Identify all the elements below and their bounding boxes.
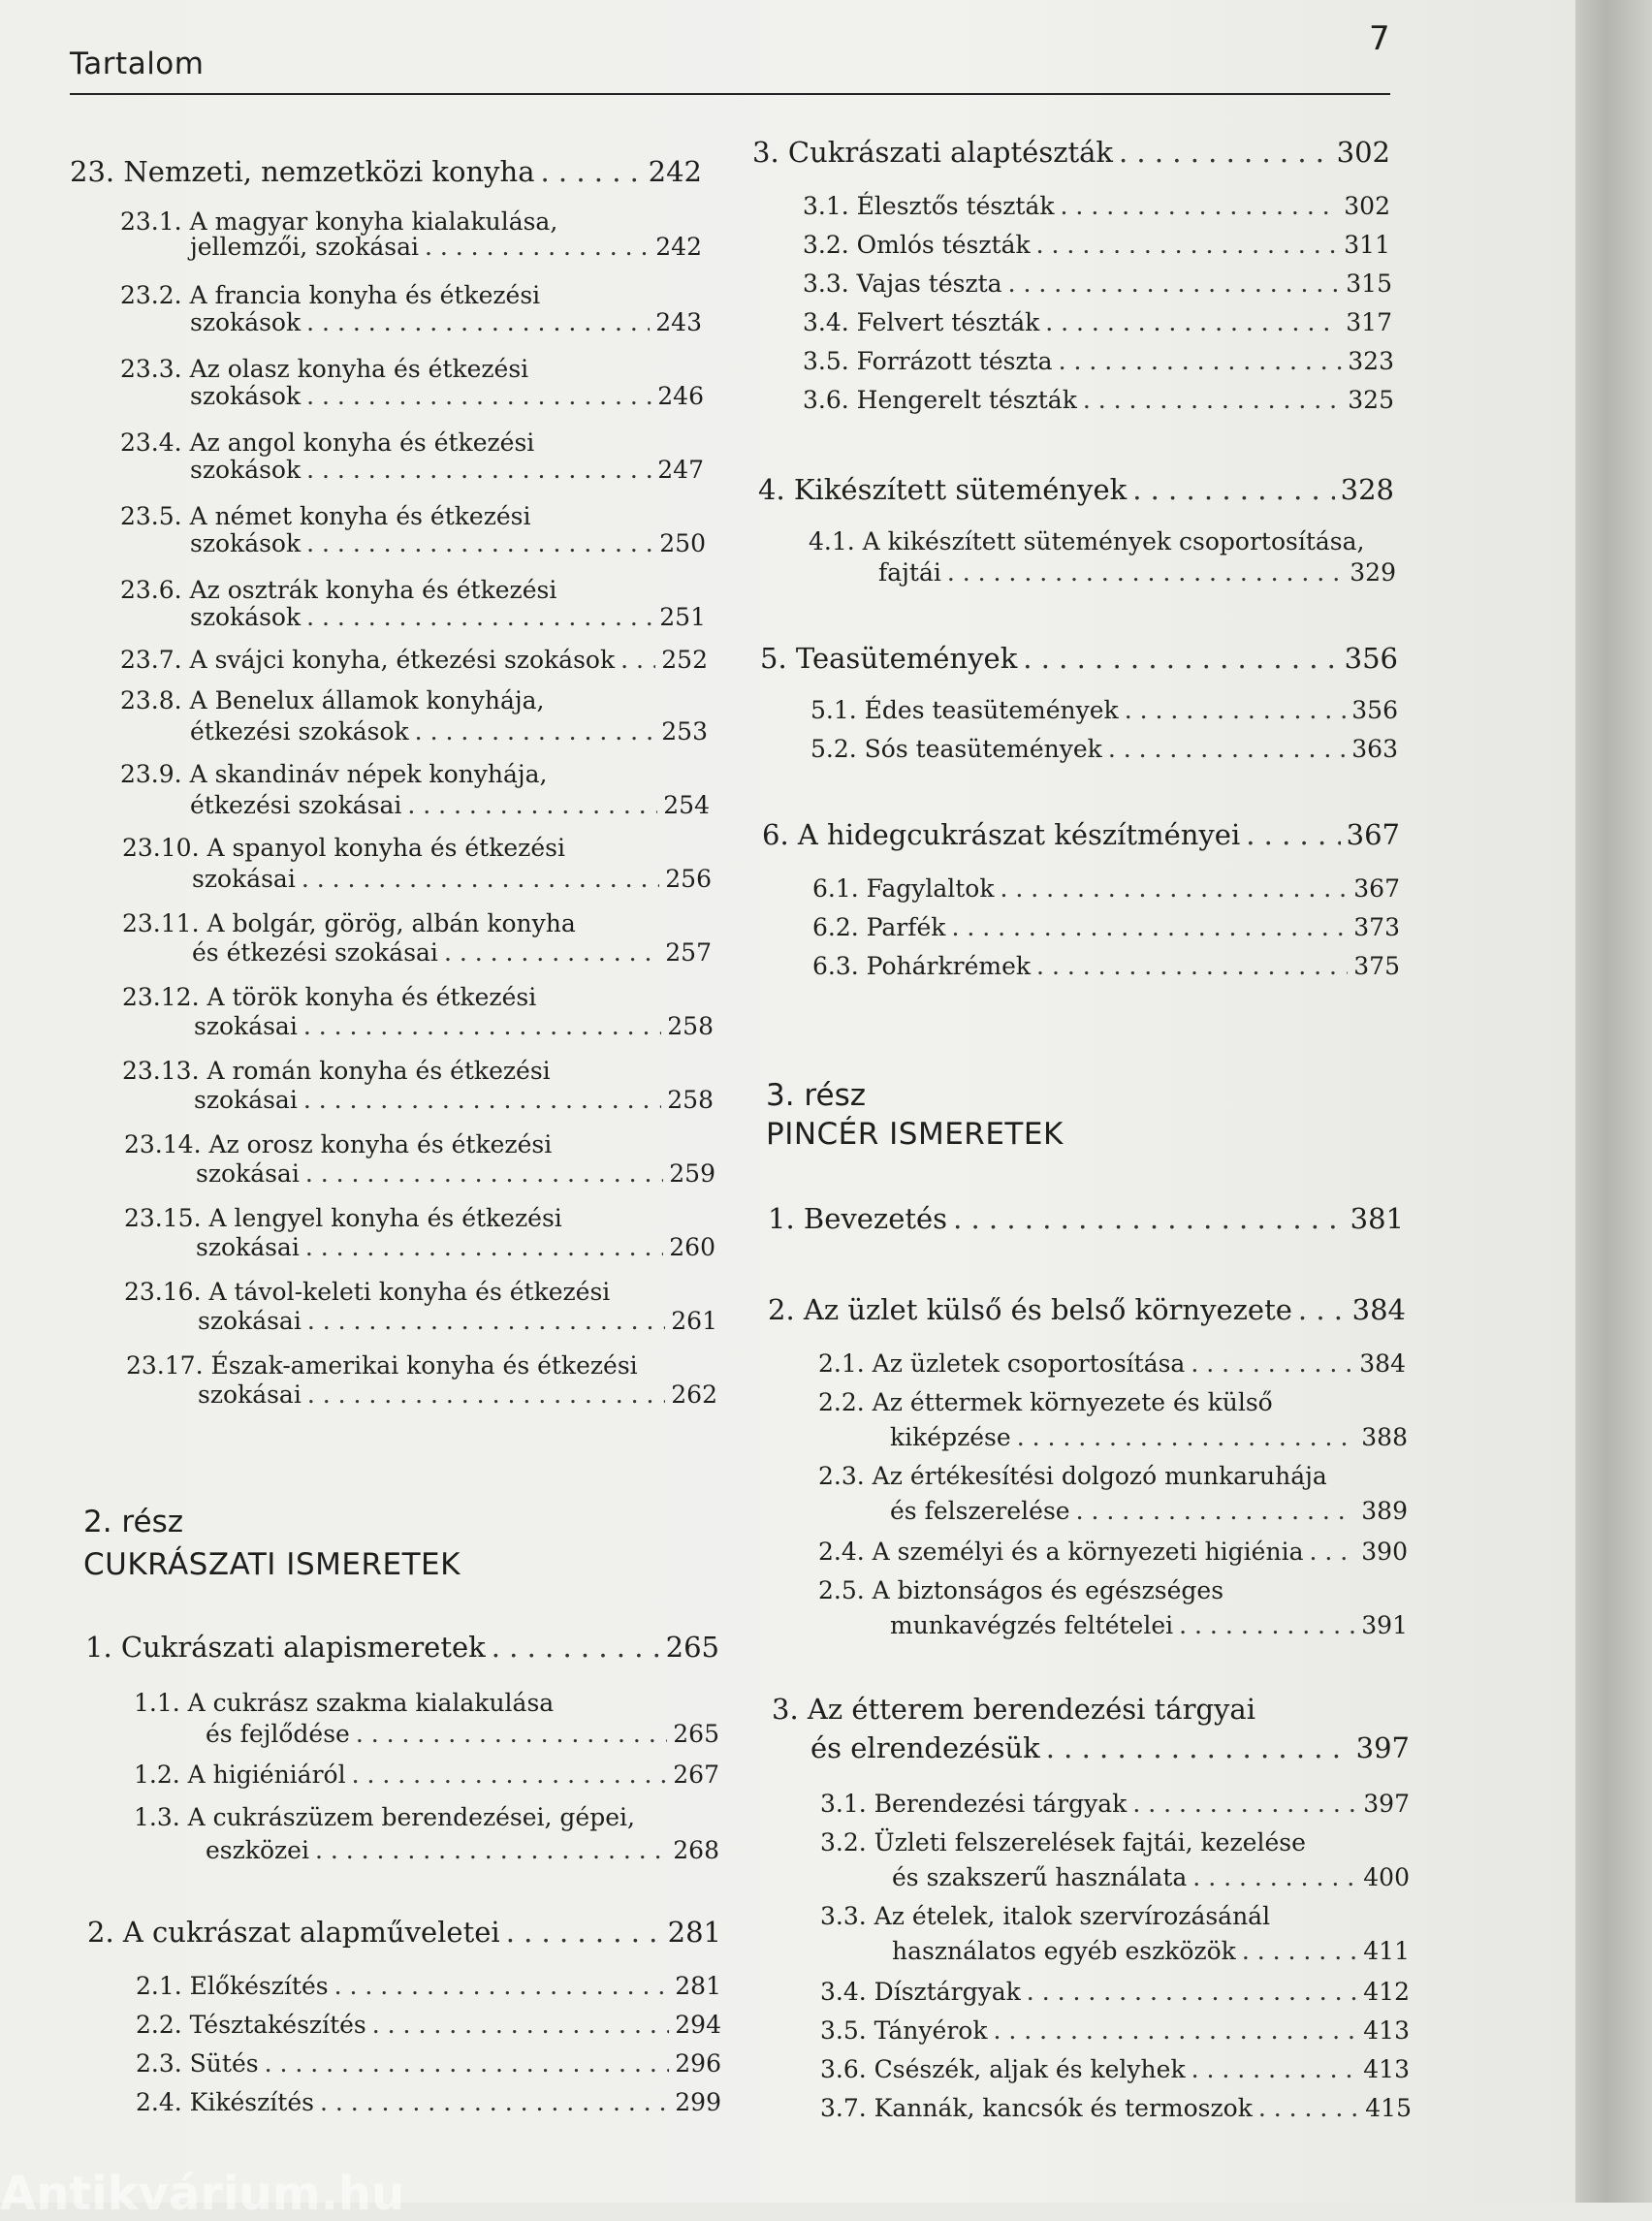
toc-entry-23-13-line1: 23.13. A román konyha és étkezési	[122, 1057, 551, 1085]
toc-entry-23-12: szokásai . . . 258	[194, 1012, 714, 1040]
toc-entry-p3-1: 3.1. Berendezési tárgyak . . . 397	[820, 1790, 1410, 1818]
toc-entry-6-1: 6.1. Fagylaltok . . . 367	[812, 874, 1400, 903]
watermark: Antikvárium.hu	[0, 2167, 405, 2221]
toc-entry-p3-2: és szakszerű használata . . . 400	[892, 1863, 1410, 1891]
toc-entry-6-3: 6.3. Pohárkrémek . . . 375	[812, 952, 1400, 980]
toc-cukraszat-6: 6. A hidegcukrászat készítményei . . . 367	[762, 818, 1400, 851]
toc-entry-p2-4: 2.4. A személyi és a környezeti higiénia . . . 390	[818, 1538, 1408, 1566]
toc-pincer-3: és elrendezésük . . . 397	[810, 1731, 1410, 1764]
page-number: 7	[1369, 19, 1390, 58]
toc-entry-23-17: szokásai . . . 262	[198, 1380, 717, 1409]
toc-entry-23-6-line1: 23.6. Az osztrák konyha és étkezési	[120, 576, 557, 604]
toc-entry-23-3-line1: 23.3. Az olasz konyha és étkezési	[120, 355, 529, 383]
toc-entry-23-15: szokásai . . . 260	[196, 1233, 715, 1261]
toc-entry-23-9: étkezési szokásai . . . 254	[190, 791, 710, 819]
toc-entry-p2-3: és felszerelése . . . 389	[890, 1497, 1408, 1525]
part-2-label: 2. rész	[83, 1505, 183, 1539]
toc-entry-p3-6: 3.6. Csészék, aljak és kelyhek . . . 413	[820, 2055, 1410, 2083]
toc-entry-23-11-line1: 23.11. A bolgár, görög, albán konyha	[122, 909, 576, 937]
toc-entry-23-10: szokásai . . . 256	[192, 865, 712, 893]
toc-entry-p3-4: 3.4. Dísztárgyak . . . 412	[820, 1978, 1410, 2006]
toc-entry-3-5: 3.5. Forrázott tészta . . . 323	[803, 347, 1394, 375]
toc-entry-3-6: 3.6. Hengerelt tészták . . . 325	[803, 386, 1394, 414]
toc-entry-2-2: 2.2. Tésztakészítés . . . 294	[136, 2011, 721, 2039]
toc-entry-1-1-line1: 1.1. A cukrász szakma kialakulása	[134, 1689, 555, 1717]
toc-entry-p3-3: használatos egyéb eszközök . . . 411	[892, 1937, 1410, 1965]
toc-entry-1-3: eszközei . . . 268	[206, 1836, 719, 1864]
toc-entry-p2-2-line1: 2.2. Az éttermek környezete és külső	[818, 1388, 1273, 1416]
toc-entry-2-3: 2.3. Sütés . . . 296	[136, 2049, 721, 2078]
toc-entry-23-16-line1: 23.16. A távol-keleti konyha és étkezési	[124, 1278, 611, 1306]
toc-entry-23-16: szokásai . . . 261	[198, 1307, 717, 1335]
toc-entry-23-1-line1: 23.1. A magyar konyha kialakulása,	[120, 207, 558, 236]
toc-entry-23-10-line1: 23.10. A spanyol konyha és étkezési	[122, 834, 565, 862]
toc-entry-23-13: szokásai . . . 258	[194, 1086, 714, 1114]
toc-entry-23-4-line1: 23.4. Az angol konyha és étkezési	[120, 428, 535, 457]
toc-entry-23-14-line1: 23.14. Az orosz konyha és étkezési	[124, 1130, 553, 1158]
toc-pincer-2: 2. Az üzlet külső és belső környezete . . . 384	[768, 1293, 1406, 1326]
toc-entry-p3-7: 3.7. Kannák, kancsók és termoszok . . . 415	[820, 2094, 1412, 2122]
toc-pincer-1: 1. Bevezetés . . . 381	[768, 1202, 1404, 1235]
toc-entry-23-12-line1: 23.12. A török konyha és étkezési	[122, 983, 537, 1011]
part-2-title: CUKRÁSZATI ISMERETEK	[83, 1547, 461, 1582]
toc-entry-23-5: szokások . . . 250	[190, 529, 706, 557]
toc-cukraszat-2: 2. A cukrászat alapműveletei . . . 281	[87, 1916, 721, 1949]
toc-entry-3-4: 3.4. Felvert tészták . . . 317	[803, 308, 1392, 336]
toc-entry-p2-5-line1: 2.5. A biztonságos és egészséges	[818, 1576, 1224, 1604]
toc-entry-p3-2-line1: 3.2. Üzleti felszerelések fajtái, kezelése	[820, 1828, 1306, 1856]
toc-entry-23-15-line1: 23.15. A lengyel konyha és étkezési	[124, 1204, 562, 1232]
toc-entry-23-7: 23.7. A svájci konyha, étkezési szokások . . . 252	[120, 646, 708, 674]
toc-entry-23-8: étkezési szokások . . . 253	[190, 717, 708, 746]
toc-entry-23-2: szokások . . . 243	[190, 308, 702, 336]
part-3-label: 3. rész	[766, 1078, 866, 1113]
toc-cukraszat-4: 4. Kikészített sütemények . . . 328	[758, 473, 1394, 506]
toc-entry-p2-1: 2.1. Az üzletek csoportosítása . . . 384	[818, 1349, 1406, 1378]
toc-entry-23-3: szokások . . . 246	[190, 382, 704, 410]
toc-entry-2-1: 2.1. Előkészítés . . . 281	[136, 1972, 721, 2000]
toc-entry-23-11: és étkezési szokásai . . . 257	[192, 938, 712, 967]
toc-entry-p2-5: munkavégzés feltételei . . . 391	[890, 1611, 1408, 1639]
toc-entry-4-1: fajtái . . . 329	[878, 558, 1396, 587]
toc-right-column	[737, 0, 1532, 2203]
toc-entry-1-1: és fejlődése . . . 265	[206, 1720, 719, 1748]
toc-entry-p2-2: kiképzése . . . 388	[890, 1423, 1408, 1451]
toc-cukraszat-5: 5. Teasütemények . . . 356	[760, 642, 1398, 675]
toc-entry-23-6: szokások . . . 251	[190, 603, 706, 631]
toc-chapter-23: 23. Nemzeti, nemzetközi konyha . . . 242	[70, 155, 702, 188]
toc-entry-5-2: 5.2. Sós teasütemények . . . 363	[810, 735, 1398, 763]
toc-entry-23-17-line1: 23.17. Észak-amerikai konyha és étkezési	[126, 1351, 638, 1380]
toc-entry-3-3: 3.3. Vajas tészta . . . 315	[803, 270, 1392, 298]
toc-entry-1-3-line1: 1.3. A cukrászüzem berendezései, gépei,	[134, 1803, 635, 1831]
toc-left-column	[0, 0, 737, 2203]
part-3-title: PINCÉR ISMERETEK	[766, 1117, 1064, 1152]
running-header-title: Tartalom	[70, 47, 205, 81]
toc-entry-2-4: 2.4. Kikészítés . . . 299	[136, 2088, 721, 2116]
toc-entry-23-2-line1: 23.2. A francia konyha és étkezési	[120, 281, 541, 309]
toc-entry-3-1: 3.1. Élesztős tészták . . . 302	[803, 192, 1390, 220]
toc-entry-6-2: 6.2. Parfék . . . 373	[812, 913, 1400, 941]
toc-entry-23-1: jellemzői, szokásai . . . 242	[190, 233, 702, 261]
page-edge	[1575, 0, 1652, 2203]
toc-entry-4-1-line1: 4.1. A kikészített sütemények csoportosítása,	[809, 527, 1365, 555]
toc-cukraszat-1: 1. Cukrászati alapismeretek . . . 265	[85, 1631, 719, 1664]
toc-entry-5-1: 5.1. Édes teasütemények . . . 356	[810, 696, 1398, 724]
toc-entry-23-5-line1: 23.5. A német konyha és étkezési	[120, 502, 531, 530]
toc-entry-p3-3-line1: 3.3. Az ételek, italok szervírozásánál	[820, 1902, 1271, 1930]
toc-cukraszat-3: 3. Cukrászati alaptészták . . . 302	[752, 136, 1390, 169]
toc-entry-p2-3-line1: 2.3. Az értékesítési dolgozó munkaruhája	[818, 1462, 1327, 1490]
toc-entry-p3-5: 3.5. Tányérok . . . 413	[820, 2016, 1410, 2045]
toc-entry-23-14: szokásai . . . 259	[196, 1159, 715, 1188]
toc-entry-3-2: 3.2. Omlós tészták . . . 311	[803, 231, 1390, 259]
toc-entry-23-9-line1: 23.9. A skandináv népek konyhája,	[120, 760, 548, 788]
toc-pincer-3-line1: 3. Az étterem berendezési tárgyai	[772, 1693, 1255, 1726]
toc-entry-23-4: szokások . . . 247	[190, 456, 704, 484]
toc-entry-1-2: 1.2. A higiéniáról . . . 267	[134, 1761, 719, 1789]
toc-entry-23-8-line1: 23.8. A Benelux államok konyhája,	[120, 686, 545, 714]
